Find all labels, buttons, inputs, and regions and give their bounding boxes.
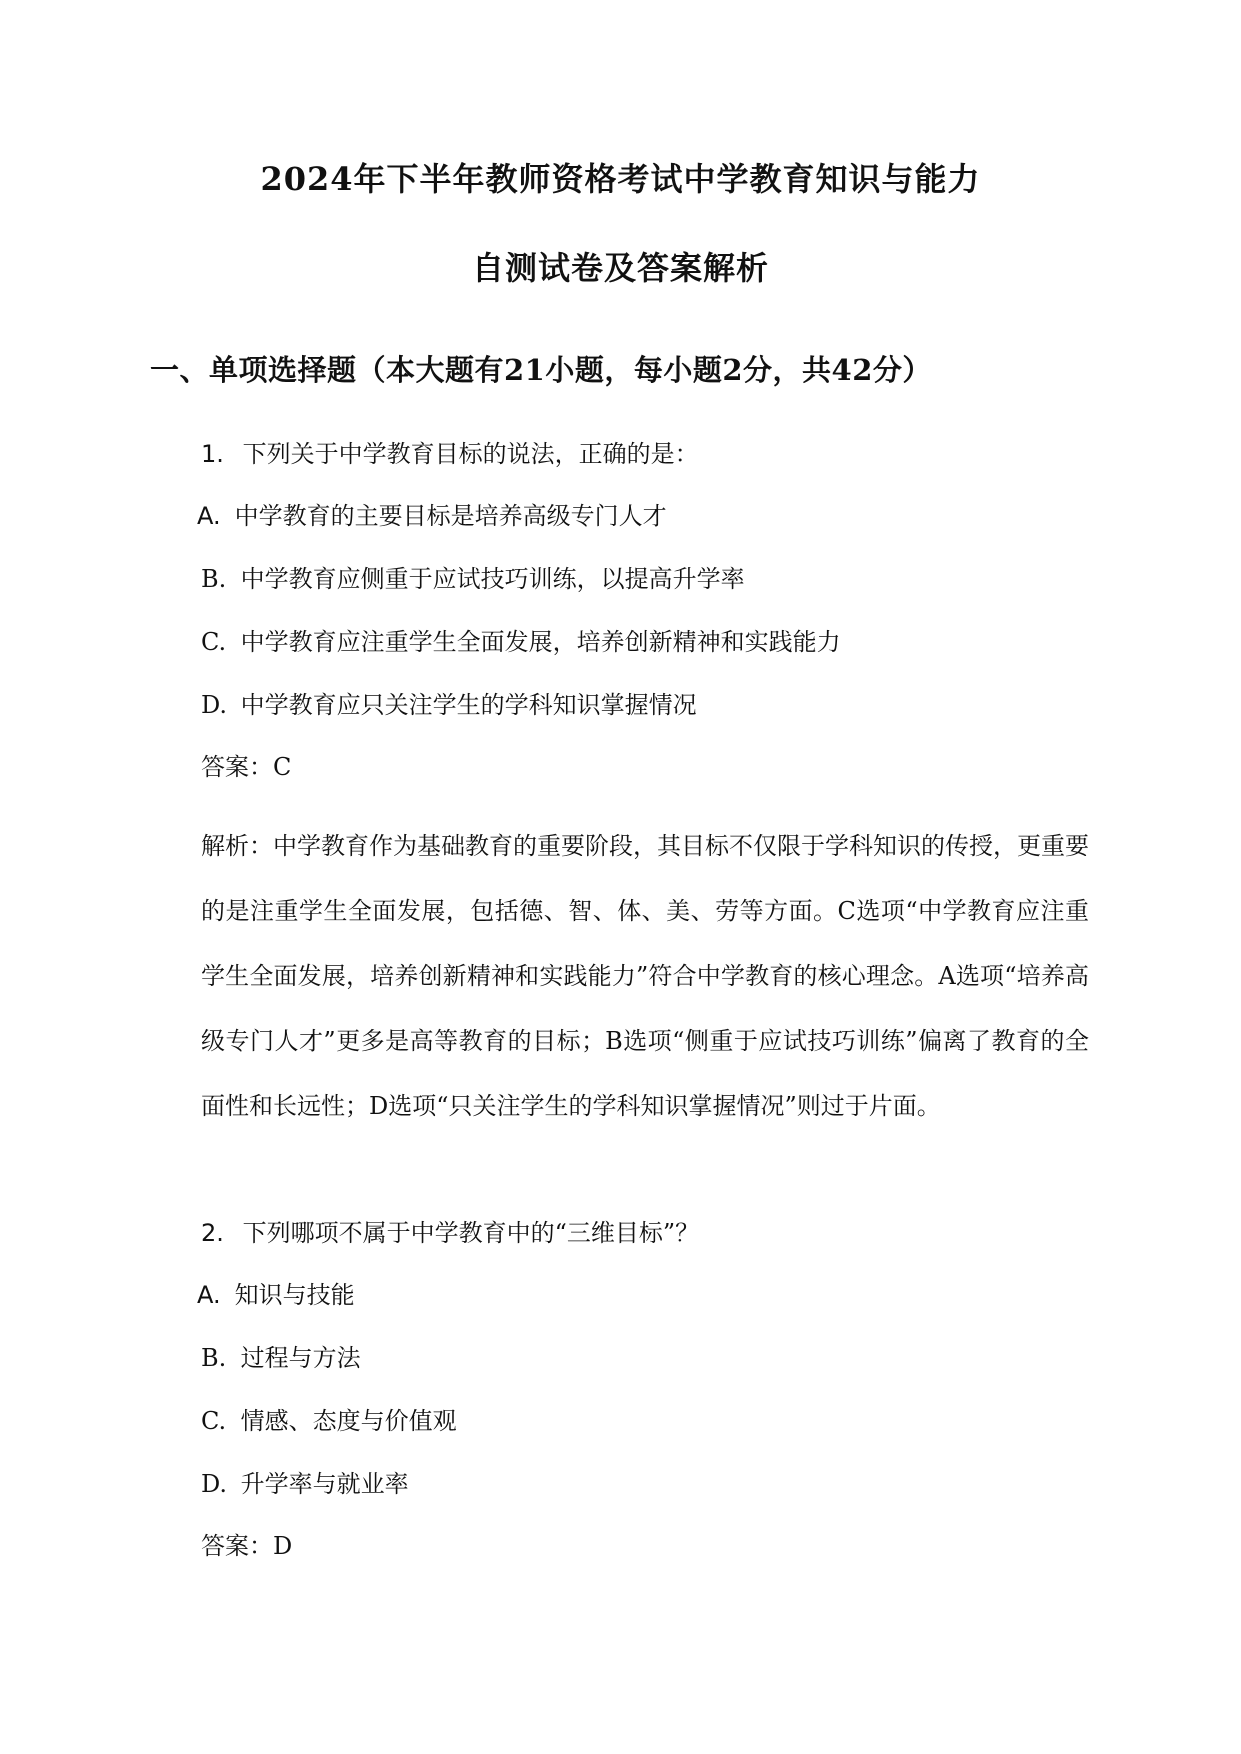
question-1-option-a: [197, 501, 667, 531]
option-letter: C.: [201, 628, 227, 656]
option-letter: D.: [201, 1470, 228, 1498]
option-letter: D.: [201, 691, 228, 719]
option-letter: C.: [201, 1407, 227, 1435]
option-text: 中学教育应注重学生全面发展，培养创新精神和实践能力: [240, 628, 841, 656]
question-number: 2.: [201, 1219, 224, 1247]
question-text: 下列哪项不属于中学教育中的“三维目标”？: [242, 1219, 700, 1247]
question-number: 1.: [201, 440, 224, 468]
question-1-stem: [201, 439, 699, 469]
option-text: 中学教育应侧重于应试技巧训练，以提高升学率: [240, 565, 745, 593]
question-1-answer: 答案：C: [201, 753, 292, 781]
option-text: 中学教育的主要目标是培养高级专门人才: [234, 502, 667, 530]
question-2-option-d: [201, 1469, 409, 1499]
section-heading: 一、单项选择题（本大题有21小题，每小题2分，共42分）: [150, 353, 932, 387]
option-letter: A.: [197, 1281, 221, 1309]
question-text: 下列关于中学教育目标的说法，正确的是：: [242, 440, 699, 468]
option-text: 知识与技能: [234, 1281, 355, 1309]
option-letter: B.: [201, 565, 227, 593]
option-letter: A.: [197, 502, 221, 530]
option-text: 升学率与就业率: [240, 1470, 409, 1498]
question-1-option-c: [201, 627, 841, 657]
question-2-answer: 答案：D: [201, 1532, 293, 1560]
question-2-option-a: [197, 1280, 355, 1310]
question-1-option-b: [201, 564, 745, 594]
question-2-stem: [201, 1218, 699, 1248]
question-2-option-c: [201, 1406, 457, 1436]
option-text: 情感、态度与价值观: [240, 1407, 457, 1435]
question-1-analysis: 解析：中学教育作为基础教育的重要阶段，其目标不仅限于学科知识的传授，更重要的是注重学生全面发展，包括德、智、体、美、劳等方面。C选项“中学教育应注重学生全面发展，培养创新精神和实践能力”符合中学教育的核心理念。A选项“培养高级专门人才”更多是高等教育的目标；B选项“侧重于应试技巧训练”偏离了教育的全面性和长远性；D选项“只关注学生的学科知识掌握情况”则过于片面。: [201, 832, 1089, 1120]
question-2-option-b: [201, 1343, 361, 1373]
question-1-option-d: [201, 690, 697, 720]
option-letter: B.: [201, 1344, 227, 1372]
document-title-line-2: 自测试卷及答案解析: [471, 249, 769, 287]
document-title-line-1: 2024年下半年教师资格考试中学教育知识与能力: [260, 160, 981, 198]
option-text: 中学教育应只关注学生的学科知识掌握情况: [240, 691, 697, 719]
option-text: 过程与方法: [240, 1344, 361, 1372]
